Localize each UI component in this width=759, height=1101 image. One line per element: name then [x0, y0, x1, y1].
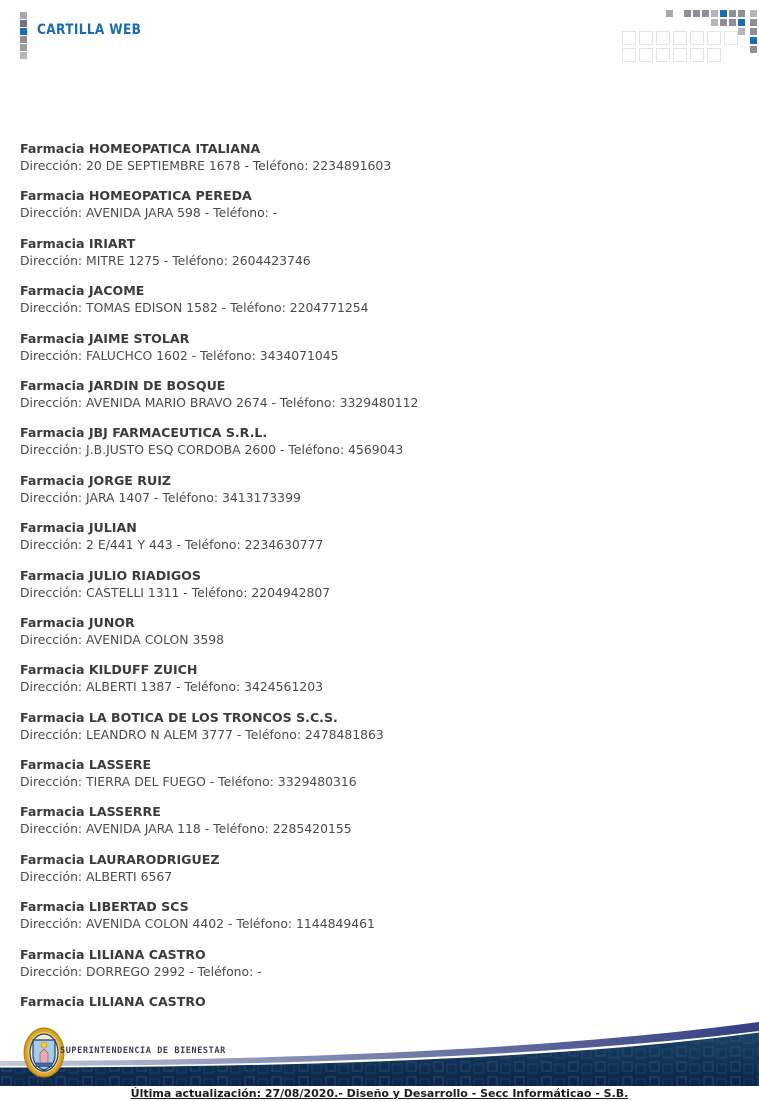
mosaic-square [720, 10, 727, 17]
organization-name: SUPERINTENDENCIA DE BIENESTAR [60, 1046, 226, 1056]
mosaic-square [711, 19, 718, 26]
logo-square [20, 44, 27, 51]
mosaic-outline-square [690, 48, 704, 62]
pharmacy-name: Farmacia JARDIN DE BOSQUE [20, 377, 226, 393]
pharmacy-name: Farmacia JBJ FARMACEUTICA S.R.L. [20, 425, 268, 441]
mosaic-square [666, 10, 673, 17]
pharmacy-details: Dirección: AVENIDA COLON 3598 [20, 631, 225, 647]
pharmacy-name: Farmacia LIBERTAD SCS [20, 899, 189, 915]
pharmacy-entry [20, 993, 739, 1010]
pharmacy-entry [20, 567, 739, 601]
pharmacy-entry [20, 282, 739, 316]
mosaic-outline-square [639, 48, 653, 62]
mosaic-outline-square [622, 31, 636, 45]
pharmacy-name: Farmacia HOMEOPATICA PEREDA [20, 188, 252, 204]
mosaic-outline-square [673, 31, 687, 45]
mosaic-outline-square [622, 48, 636, 62]
mosaic-outline-square [673, 48, 687, 62]
mosaic-outline-square [707, 31, 721, 45]
pharmacy-name: Farmacia JACOME [20, 283, 145, 299]
pharmacy-details: Dirección: 2 E/441 Y 443 - Teléfono: 2234630777 [20, 537, 324, 553]
pharmacy-name: Farmacia LAURARODRIGUEZ [20, 851, 220, 867]
pharmacy-entry [20, 424, 739, 458]
page-title: CARTILLA WEB [37, 22, 142, 38]
last-updated-credit-line[interactable]: Última actualización: 27/08/2020.- Diseño y Desarrollo - Secc Informáticao - S.B. [130, 1087, 629, 1100]
crest-icon [23, 1027, 65, 1078]
mosaic-square [750, 28, 757, 35]
mosaic-outline-square [707, 48, 721, 62]
pharmacy-name: Farmacia IRIART [20, 235, 136, 251]
mosaic-square [729, 19, 736, 26]
pharmacy-name: Farmacia JULIAN [20, 520, 137, 536]
pharmacy-name: Farmacia KILDUFF ZUICH [20, 662, 198, 678]
pharmacy-entry [20, 614, 739, 648]
pharmacy-name: Farmacia HOMEOPATICA ITALIANA [20, 141, 261, 156]
pharmacy-name: Farmacia JORGE RUIZ [20, 472, 172, 488]
pharmacy-details: Dirección: AVENIDA JARA 118 - Teléfono: 2285420155 [20, 821, 352, 837]
logo-square [20, 28, 27, 35]
mosaic-square [684, 10, 691, 17]
pharmacy-details: Dirección: CASTELLI 1311 - Teléfono: 2204942807 [20, 584, 331, 600]
pharmacy-entry [20, 803, 739, 837]
pharmacy-name: Farmacia LILIANA CASTRO [20, 946, 206, 962]
mosaic-square [750, 46, 757, 53]
pharmacy-entry [20, 709, 739, 743]
pharmacy-entry [20, 519, 739, 553]
mosaic-square [693, 10, 700, 17]
pharmacy-name: Farmacia LILIANA CASTRO [20, 994, 206, 1010]
mosaic-square [738, 10, 745, 17]
mosaic-square [750, 19, 757, 26]
pharmacy-details: Dirección: ALBERTI 6567 [20, 868, 173, 884]
mosaic-square [702, 10, 709, 17]
pharmacy-details: Dirección: ALBERTI 1387 - Teléfono: 3424561203 [20, 679, 323, 695]
pharmacy-entry [20, 898, 739, 932]
pharmacy-details: Dirección: FALUCHCO 1602 - Teléfono: 3434071045 [20, 347, 339, 363]
mosaic-square [729, 10, 736, 17]
pharmacy-entry [20, 330, 739, 364]
pharmacy-details: Dirección: TIERRA DEL FUEGO - Teléfono: 3329480316 [20, 774, 357, 790]
pharmacy-name: Farmacia JULIO RIADIGOS [20, 567, 201, 583]
logo-square [20, 52, 27, 59]
pharmacy-entry [20, 472, 739, 506]
pharmacy-entry [20, 756, 739, 790]
pharmacy-name: Farmacia LASSERRE [20, 804, 161, 820]
mosaic-square [738, 19, 745, 26]
pharmacy-details: Dirección: AVENIDA COLON 4402 - Teléfono: 1144849461 [20, 916, 375, 932]
mosaic-square [750, 37, 757, 44]
mosaic-outline-square [656, 31, 670, 45]
mosaic-outline-square [639, 31, 653, 45]
mosaic-square [720, 19, 727, 26]
pharmacy-entry [20, 187, 739, 221]
pharmacy-entry [20, 235, 739, 269]
pharmacy-name: Farmacia LASSERE [20, 757, 152, 773]
pharmacy-entry [20, 140, 739, 174]
mosaic-square [750, 10, 757, 17]
pharmacy-entry [20, 377, 739, 411]
pharmacy-details: Dirección: JARA 1407 - Teléfono: 3413173399 [20, 489, 301, 505]
mosaic-outline-square [656, 48, 670, 62]
pharmacy-list [20, 140, 739, 1023]
mosaic-outline-square [724, 31, 738, 45]
pharmacy-details: Dirección: DORREGO 2992 - Teléfono: - [20, 963, 262, 979]
pharmacy-name: Farmacia JAIME STOLAR [20, 330, 190, 346]
pharmacy-name: Farmacia JUNOR [20, 614, 135, 630]
pharmacy-entry [20, 851, 739, 885]
logo-square [20, 20, 27, 27]
logo-square [20, 36, 27, 43]
pharmacy-details: Dirección: MITRE 1275 - Teléfono: 2604423746 [20, 252, 311, 268]
logo-square [20, 12, 27, 19]
pharmacy-details: Dirección: J.B.JUSTO ESQ CORDOBA 2600 - Teléfono: 4569043 [20, 442, 404, 458]
pharmacy-details: Dirección: 20 DE SEPTIEMBRE 1678 - Teléfono: 2234891603 [20, 158, 392, 173]
pharmacy-name: Farmacia LA BOTICA DE LOS TRONCOS S.C.S. [20, 709, 338, 725]
pharmacy-entry [20, 661, 739, 695]
pharmacy-details: Dirección: LEANDRO N ALEM 3777 - Teléfono: 2478481863 [20, 726, 384, 742]
pharmacy-details: Dirección: TOMAS EDISON 1582 - Teléfono: 2204771254 [20, 300, 369, 316]
mosaic-outline-square [690, 31, 704, 45]
mosaic-square [711, 10, 718, 17]
mosaic-square [738, 28, 745, 35]
pharmacy-details: Dirección: AVENIDA JARA 598 - Teléfono: - [20, 205, 278, 221]
pharmacy-details: Dirección: AVENIDA MARIO BRAVO 2674 - Teléfono: 3329480112 [20, 394, 419, 410]
pharmacy-entry [20, 946, 739, 980]
